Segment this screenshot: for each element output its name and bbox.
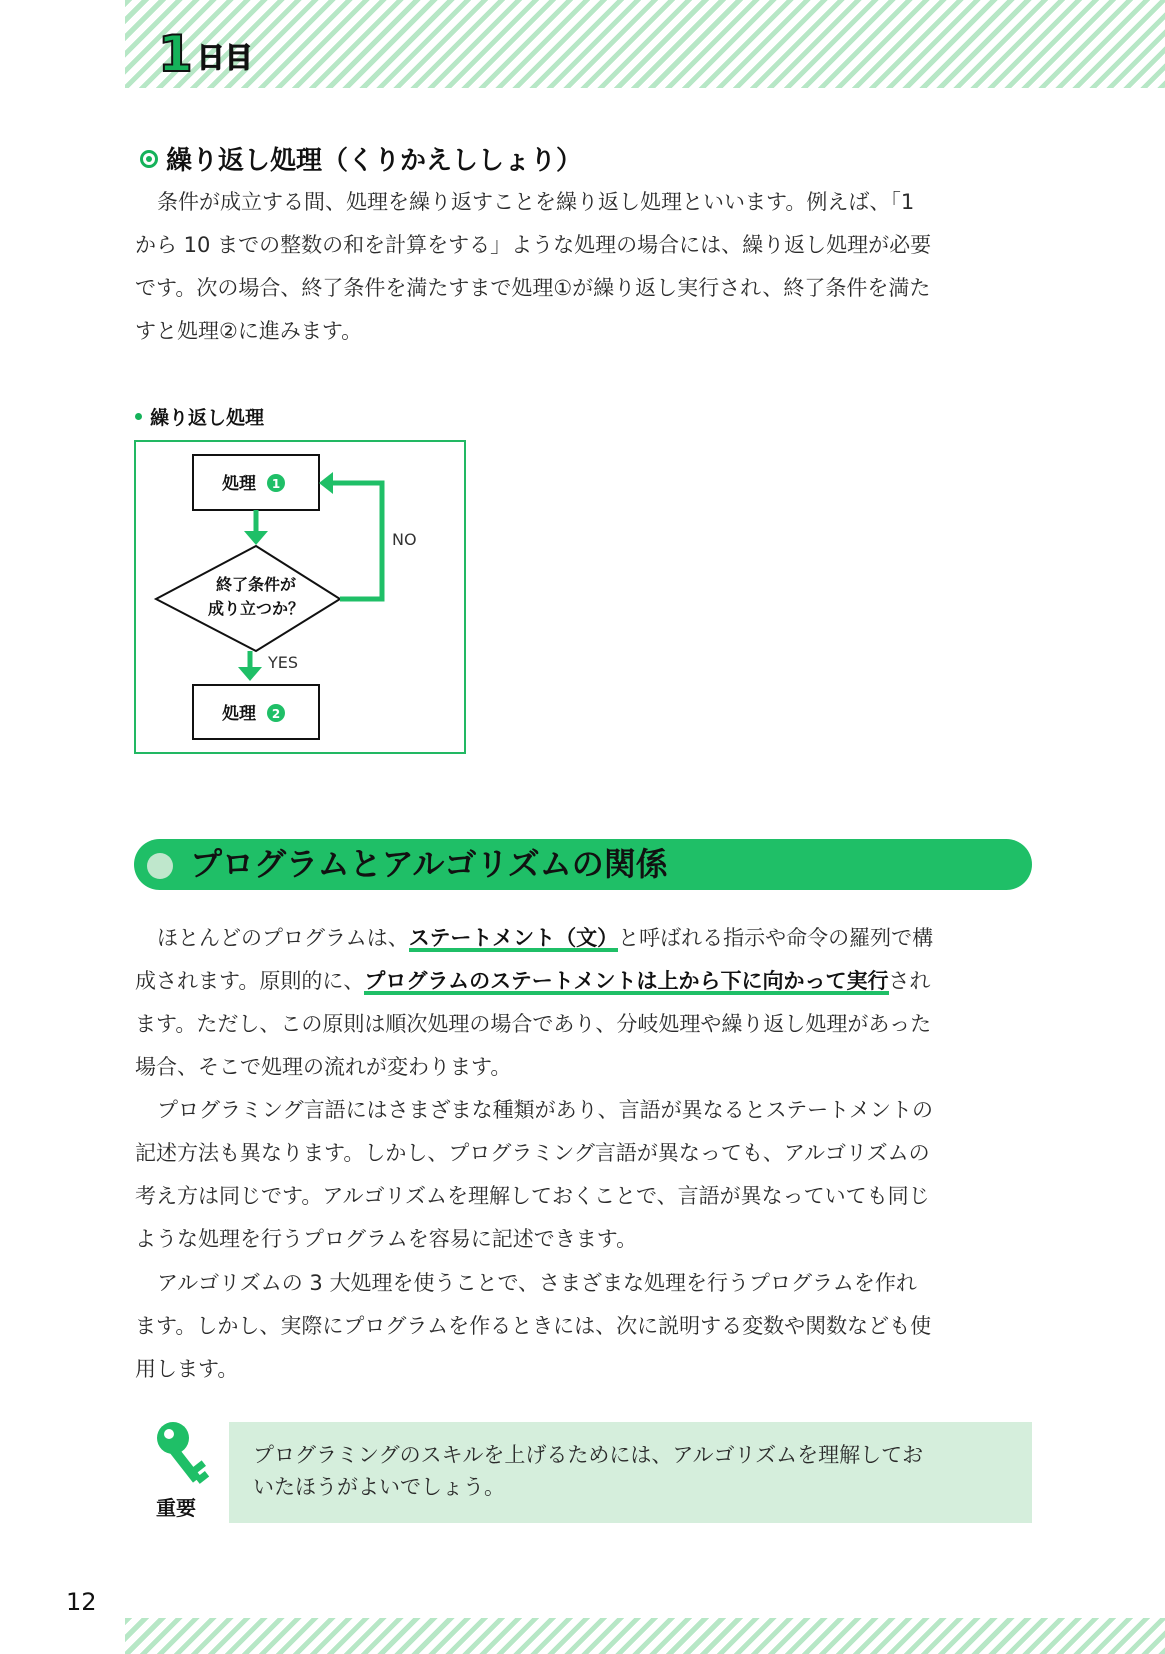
text-run: 成されます。原則的に、 [135,969,365,993]
decision-line1: 終了条件が [215,575,297,594]
process2-label: 処理 [222,704,256,724]
header-stripe-band [125,0,1165,88]
text-run: と呼ばれる指示や命令の羅列で構 [618,926,934,950]
day-number: 1 [158,25,193,83]
key-icon [155,1420,215,1490]
process1-label: 処理 [222,474,256,494]
paragraph-line: ます。ただし、この原則は順次処理の場合であり、分岐処理や繰り返し処理があった [135,1012,932,1036]
paragraph-line: すと処理②に進みます。 [135,319,363,343]
section-paragraph-3 [135,1262,1032,1391]
paragraph-line: ような処理を行うプログラムを容易に記述できます。 [135,1227,638,1251]
section-dot-icon [147,853,173,879]
day-badge [158,25,253,83]
no-arrow-head [319,472,333,494]
yes-label: YES [268,653,299,672]
day-unit: 日目 [196,41,253,74]
process1-box [193,455,319,510]
flowchart-frame [134,440,466,754]
paragraph-line: プログラミング言語にはさまざまな種類があり、言語が異なるとステートメントの [157,1098,933,1122]
no-label: NO [392,530,417,549]
text-run: ほとんどのプログラムは、 [157,926,409,950]
footer-stripe-band [125,1618,1165,1654]
subsection-heading [140,140,582,177]
paragraph-line [135,960,1032,1003]
process1-number: 1 [271,477,281,491]
paragraph-line: 条件が成立する間、処理を繰り返すことを繰り返し処理といいます。例えば、「1 [157,190,915,214]
flowchart [136,442,464,752]
subsection-heading-text: 繰り返し処理（くりかえししょり） [166,146,583,176]
important-label: 重要 [156,1496,196,1520]
arrow-head-2 [238,667,262,681]
tip-line: プログラミングのスキルを上げるためには、アルゴリズムを理解してお [253,1443,924,1467]
paragraph-line: 用します。 [135,1357,239,1381]
figure-caption-text: 繰り返し処理 [150,407,265,429]
underlined-term: ステートメント（文） [408,926,619,950]
paragraph-line: から 10 までの整数の和を計算をする」ような処理の場合には、繰り返し処理が必要 [135,233,932,257]
section-paragraph-2 [135,1089,1032,1261]
paragraph-line: ます。しかし、実際にプログラムを作るときには、次に説明する変数や関数なども使 [135,1314,932,1338]
text-run: され [888,969,931,993]
decision-line2: 成り立つか？ [207,599,305,618]
key-icon-svg [155,1420,215,1490]
section-title: プログラムとアルゴリズムの関係 [190,845,668,883]
no-loop-arrow [322,483,382,599]
paragraph-line: 考え方は同じです。アルゴリズムを理解しておくことで、言語が異なっていても同じ [135,1184,930,1208]
paragraph-line: 記述方法も異なります。しかし、プログラミング言語が異なっても、アルゴリズムの [135,1141,930,1165]
section-paragraph-1 [135,917,1032,1089]
caption-dot-icon [135,413,142,420]
tip-box [229,1422,1032,1523]
arrow-head-1 [244,531,268,545]
paragraph-line: です。次の場合、終了条件を満たすまで処理①が繰り返し実行され、終了条件を満た [135,276,931,300]
process2-number: 2 [271,707,281,721]
paragraph-line: 場合、そこで処理の流れが変わります。 [135,1055,512,1079]
process2-box [193,685,319,739]
bullet-icon [140,150,158,168]
paragraph-line: アルゴリズムの 3 大処理を使うことで、さまざまな処理を行うプログラムを作れ [157,1271,917,1295]
figure-caption [135,403,264,430]
tip-line: いたほうがよいでしょう。 [253,1475,505,1499]
paragraph-line [135,917,1032,960]
underlined-term: プログラムのステートメントは上から下に向かって実行 [364,969,889,993]
page-number: 12 [66,1588,97,1616]
subsection-paragraph [135,181,1032,353]
